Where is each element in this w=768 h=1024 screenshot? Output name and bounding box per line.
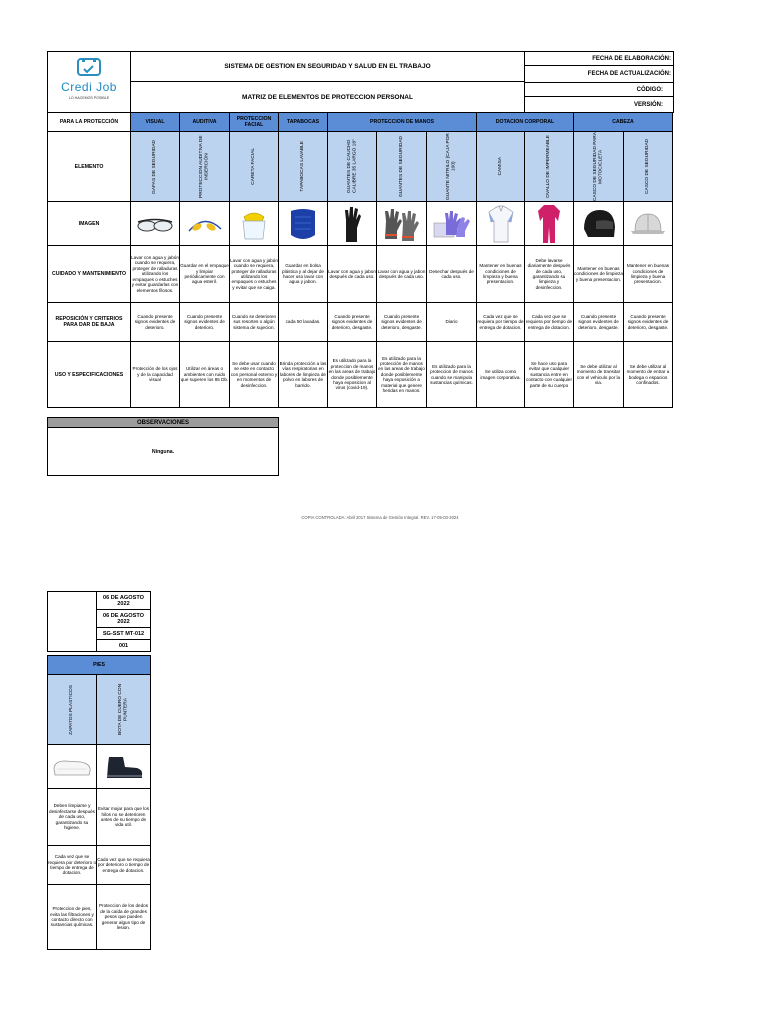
cuidado-row-label: CUIDADO Y MANTENIMIENTO [47, 245, 131, 303]
element-guantes-seguridad: GUANTES DE SEGURIDAD [398, 135, 404, 198]
uso-cell: Se hace uso para evitar que cualquier sustancia entre en contacto con cualquier parte de su cuerpo [524, 341, 574, 408]
p2-category-pies: PIES [47, 655, 151, 675]
version-label: VERSIÓN: [524, 96, 674, 113]
image-cell [327, 201, 377, 246]
cuidado-cell: Lavar con agua y jabón cuando se requiera, proteger de ralladuras utilizando los empaques o estuches y evitar guardarlas con elementos filosos. [130, 245, 180, 303]
motorcycle-helmet-icon [580, 207, 618, 241]
logo-cell [47, 51, 131, 113]
element-cell [130, 131, 180, 202]
p2-blank-header [47, 591, 97, 652]
element-cell [47, 674, 97, 745]
category-visual: VISUAL [130, 112, 180, 132]
element-cell [623, 131, 673, 202]
footer-note: COPIA CONTROLADA: Abril 2017 Sistema de Gestión Integral. REV. 17-05-03-2024 [301, 515, 459, 520]
image-cell [130, 201, 180, 246]
element-cell [426, 131, 477, 202]
reposicion-cell: Cuando presente signos evidentes de deterioro. [130, 302, 180, 342]
p2-uso-cell: Proteccion de pies, evita las filtraciones y contacto directo con sustancias químicas. [47, 884, 97, 950]
matrix-title: MATRIZ DE ELEMENTOS DE PROTECCION PERSONAL [130, 81, 525, 113]
uso-cell: Es utilizado para la protección de manos en las areas de trabajo donde posiblemente haya exposición a material que genere heridas en manos. [376, 341, 427, 408]
p2-reposicion-cell: Cada vez que se requiera por deterioro o tiempo de entrega de dotacion. [96, 845, 151, 885]
image-cell [573, 201, 624, 246]
cuidado-cell: Lavar con agua y jabon después de cada uso. [376, 245, 427, 303]
shirt-icon [486, 204, 516, 244]
uso-cell: Brinda protección a las vías respiratorias en labores de limpieza de polvo en labores de barrido. [278, 341, 328, 408]
hard-hat-icon [629, 209, 667, 239]
element-gafas: GAFAS DE SEGURIDAD [152, 139, 158, 194]
cuidado-cell: Mantener en buenas condiciones de limpieza y buena presentacion. [623, 245, 673, 303]
reposicion-row-label: REPOSICIÓN Y CRITERIOS PARA DAR DE BAJA [47, 302, 131, 342]
observaciones-value: Ninguna. [47, 427, 279, 476]
element-casco-seguridad: CASCO DE SEGURIDAD [645, 139, 651, 194]
p2-element-bota: BOTA DE CUERO CON PUNTERA [118, 683, 129, 736]
p2-version: 001 [96, 639, 151, 652]
element-camisa: CAMISA [497, 157, 503, 176]
p2-codigo: SG-SST MT-012 [96, 627, 151, 640]
uso-cell: Protección de los ojos y de la capacidad visual [130, 341, 180, 408]
safety-glasses-icon [135, 213, 175, 235]
image-cell [476, 201, 525, 246]
leather-boot-icon [103, 753, 145, 781]
cuidado-cell: Guardar en el empaque y limpiar periódicamente con agua esteril. [179, 245, 230, 303]
p2-cuidado-cell: Deben limpiarse y desinfectarse después de cada uso, garantizando su higiene. [47, 788, 97, 846]
uso-row-label: USO Y ESPECIFICACIONES [47, 341, 131, 408]
cuidado-cell: Mantener en buenas condiciones de limpieza y buena presentacion. [573, 245, 624, 303]
reposicion-cell: Cuando presente signos evidentes de deterioro, desgaste. [573, 302, 624, 342]
uso-cell: Es utilizado para la proteccion de manos cuando se manipula sustancias químicas. [426, 341, 477, 408]
safety-gloves-icon [382, 205, 422, 243]
element-cell [327, 131, 377, 202]
nitrile-glove-icon [432, 209, 472, 239]
cuidado-cell: Lavar con agua y jabón cuando se requiera, proteger de ralladuras utilizando los empaques o estuches y evitar que se caiga. [229, 245, 279, 303]
element-cell [179, 131, 230, 202]
face-shield-icon [236, 207, 272, 241]
element-cell [229, 131, 279, 202]
proteccion-row-label: PARA LA PROTECCIÓN [47, 112, 131, 132]
p2-uso-cell: Proteccion de los dedos de la caída de grandes pesos que pueden generar algun tipo de lesion. [96, 884, 151, 950]
fecha-elaboracion-label: FECHA DE ELABORACIÓN: [524, 51, 674, 66]
element-cell [278, 131, 328, 202]
cuidado-cell: Desechar después de cada uso. [426, 245, 477, 303]
cuidado-cell: Guardar en bolsa plástica y al dejar de hacer uso lavar con agua y jabon. [278, 245, 328, 303]
element-guante-nitrilo: GUANTE NITRILO (CAJA POR 100) [446, 133, 457, 200]
uso-cell: Se debe utilizar al momento de transitar con el vehiculo por la via. [573, 341, 624, 408]
image-cell [47, 744, 97, 789]
p2-fecha-elab: 06 DE AGOSTO 2022 [96, 591, 151, 610]
face-mask-icon [287, 205, 319, 243]
element-careta: CARETA FACIAL [251, 148, 257, 185]
category-cabeza: CABEZA [573, 112, 673, 132]
element-cell [376, 131, 427, 202]
reposicion-cell: Cuando presente signos evidentes de deterioro, desgaste. [327, 302, 377, 342]
credijob-logo-icon [76, 57, 102, 79]
element-overol: OVALLO DE IMPERMEABLE [546, 135, 552, 198]
fecha-actualizacion-label: FECHA DE ACTUALIZACIÓN: [524, 65, 674, 83]
uso-cell: Es utilizado para la proteccion de manos en las areas de trabajo donde posiblemente haya exposicion al virus (covid-19). [327, 341, 377, 408]
reposicion-cell: Cuando presente signos evidentes de deterioro, desgaste. [376, 302, 427, 342]
category-dotacion: DOTACION CORPORAL [476, 112, 574, 132]
reposicion-cell: cada 50 lavadas. [278, 302, 328, 342]
p2-reposicion-cell: Cada vez que se requiera por deterioro o tiempo de entrega de dotacion. [47, 845, 97, 885]
p2-fecha-act: 06 DE AGOSTO 2022 [96, 609, 151, 628]
p2-element-zapatos: ZAPATOS PLASTICOS [69, 684, 75, 735]
image-cell [278, 201, 328, 246]
image-cell [623, 201, 673, 246]
element-casco-moto: CASCO DE SEGURIDAD PARA MOTOCICLETA [593, 132, 604, 201]
element-cell [96, 674, 151, 745]
uso-cell: Se utiliza como imagen corporativa. [476, 341, 525, 408]
element-auditiva: PROTECCION AUDITIVA DE INSERCIÓN [199, 135, 210, 198]
element-cell [476, 131, 525, 202]
rubber-glove-icon [341, 204, 363, 244]
element-tapabocas: TAPABOCAS LAVABLE [300, 141, 306, 192]
element-guantes-caucho: GUANTES DE CAUCHO CALIBRE 35 LARGO 18" [346, 139, 357, 194]
image-cell [426, 201, 477, 246]
codigo-label: CÓDIGO: [524, 82, 674, 97]
observaciones-header: OBSERVACIONES [47, 417, 279, 428]
coverall-icon [536, 203, 562, 245]
system-title: SISTEMA DE GESTION EN SEGURIDAD Y SALUD EN EL TRABAJO [130, 51, 525, 82]
category-auditiva: AUDITIVA [179, 112, 230, 132]
logo-tagline: LO HACEMOS POSIBLE [68, 96, 110, 100]
uso-cell: Utilizar en áreas o ambientes con ruido que superen los 85 Db. [179, 341, 230, 408]
reposicion-cell: Cuando se deterioren sus resortes o algún sistema de sujecion. [229, 302, 279, 342]
reposicion-cell: Cada vez que se requiera por tiempo de entrega de dotacion. [476, 302, 525, 342]
reposicion-cell: Cuando presente signos evidentes de deterioro, desgaste. [623, 302, 673, 342]
uso-cell: Se debe utilizar al momento de entrar a bodega o espacios confinados. [623, 341, 673, 408]
image-cell [229, 201, 279, 246]
element-cell [524, 131, 574, 202]
reposicion-cell: Cuando presente signos evidentes de deterioro. [179, 302, 230, 342]
cuidado-cell: Lavar con agua y jabon después de cada uso. [327, 245, 377, 303]
category-facial: PROTECCION FACIAL [229, 112, 279, 132]
p2-cuidado-cell: Evitar mojar para que los hilos no se deterioren antes de su tiempo de vida util. [96, 788, 151, 846]
cuidado-cell: Mantener en buenas condiciones de limpieza y buena presentacion. [476, 245, 525, 303]
reposicion-cell: Diario [426, 302, 477, 342]
imagen-row-label: IMAGEN [47, 201, 131, 246]
category-manos: PROTECCION DE MANOS [327, 112, 477, 132]
logo-text: Credi Job [61, 80, 117, 94]
cuidado-cell: Debe lavarse diariamente después de cada uso, garantizando su limpieza y desinfeccion. [524, 245, 574, 303]
plastic-shoes-icon [51, 755, 93, 779]
reposicion-cell: Cada vez que se requiera por tiempo de entrega de dotacion. [524, 302, 574, 342]
image-cell [96, 744, 151, 789]
earplugs-icon [185, 211, 225, 237]
image-cell [524, 201, 574, 246]
image-cell [179, 201, 230, 246]
uso-cell: Se debe usar cuando se este en contacto con personal externo y en momentos de desinfeccion. [229, 341, 279, 408]
category-tapabocas: TAPABOCAS [278, 112, 328, 132]
image-cell [376, 201, 427, 246]
elemento-row-label: ELEMENTO [47, 131, 131, 202]
element-cell [573, 131, 624, 202]
